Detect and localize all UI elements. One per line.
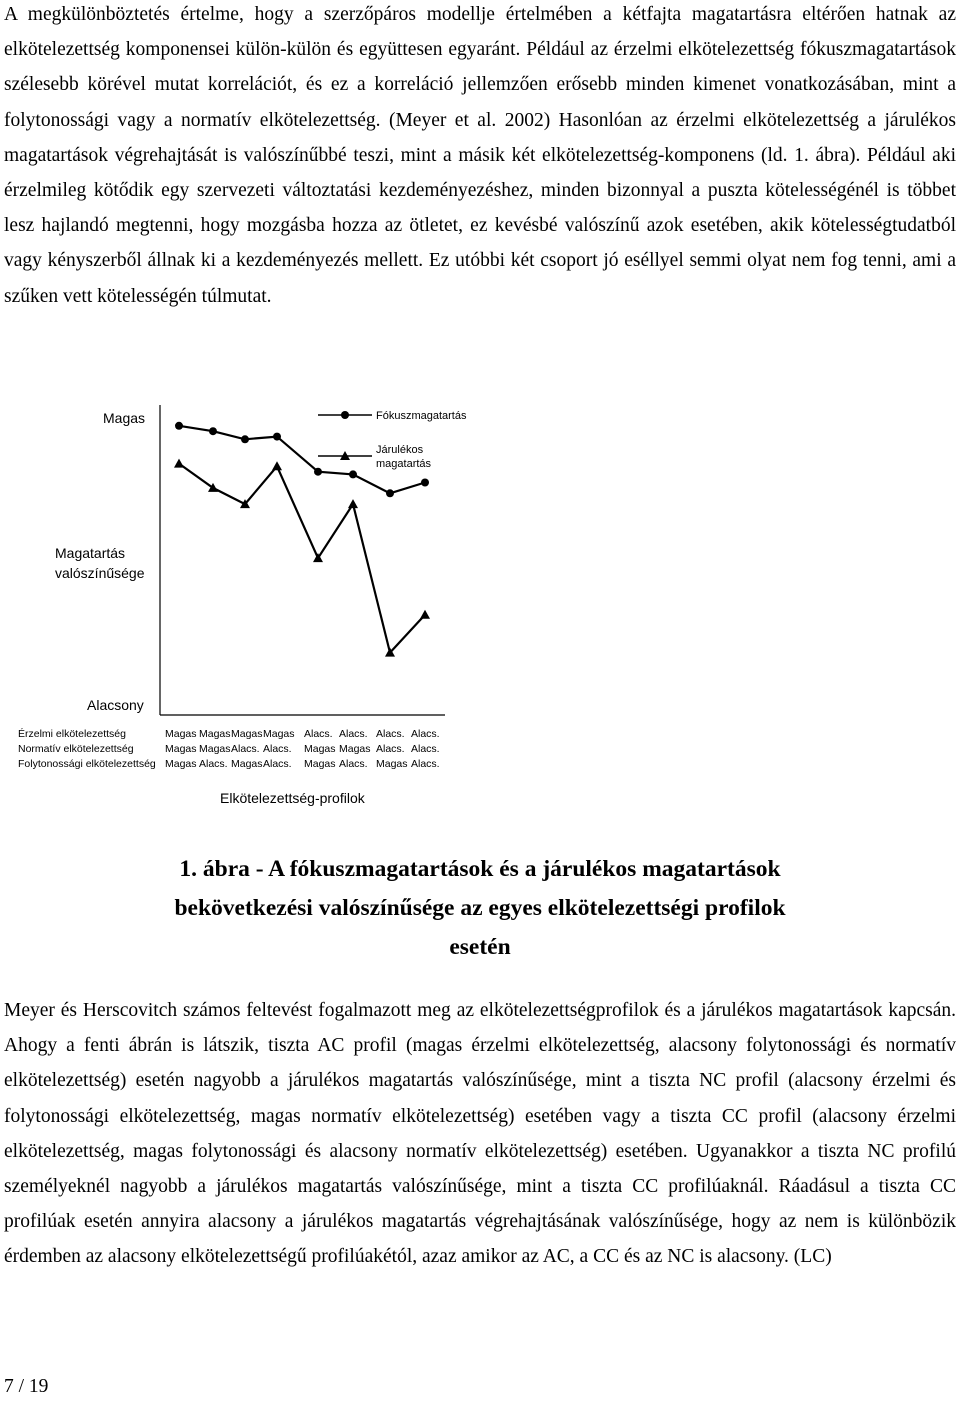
profile-cell: Alacs. — [199, 758, 228, 770]
legend-extra-label-line2: magatartás — [376, 458, 432, 470]
row-label-normative: Normatív elkötelezettség — [18, 743, 134, 755]
focus-point-4 — [273, 433, 281, 441]
profile-cell: Magas — [304, 758, 336, 770]
profile-cell: Magas — [304, 743, 336, 755]
profile-cell: Alacs. — [411, 743, 440, 755]
focus-point-2 — [209, 427, 217, 435]
figure-chart — [0, 395, 960, 815]
profile-cell: Magas — [263, 728, 295, 740]
profile-table — [165, 728, 440, 770]
profile-cell: Magas — [199, 728, 231, 740]
legend-extra-label-line1: Járulékos — [376, 444, 424, 456]
focus-point-8 — [421, 479, 429, 487]
extra-point-6 — [348, 499, 358, 508]
profile-cell: Alacs. — [263, 758, 292, 770]
row-label-affective: Érzelmi elkötelezettség — [18, 728, 126, 740]
page-number: 7 / 19 — [4, 1376, 49, 1397]
profile-cell: Alacs. — [304, 728, 333, 740]
profile-cell: Alacs. — [411, 758, 440, 770]
profile-cell: Magas — [231, 758, 263, 770]
profile-cell: Alacs. — [376, 743, 405, 755]
profile-cell: Magas — [339, 743, 371, 755]
profile-cell: Alacs. — [263, 743, 292, 755]
profile-cell: Alacs. — [411, 728, 440, 740]
figure-caption — [60, 850, 900, 967]
focus-point-1 — [175, 422, 183, 430]
extra-point-1 — [174, 459, 184, 468]
y-axis-title-line1: Magatartás — [55, 545, 126, 561]
focus-point-5 — [314, 468, 322, 476]
profile-cell: Alacs. — [339, 758, 368, 770]
legend — [318, 410, 467, 470]
profile-cell: Alacs. — [376, 728, 405, 740]
focus-point-6 — [349, 470, 357, 478]
profile-cell: Magas — [165, 743, 197, 755]
body-paragraph-2: Meyer és Herscovitch számos feltevést fogalmazott meg az elkötelezettségprofilok és a járulékos magatartások kapcsán. Ahogy a fenti ábrán is látszik, tiszta AC profil (magas érzelmi elkötelezettség, alacsony folytonossági és normatív elkötelezettség) esetén nagyobb a járulékos magatartás valószínűsége, mint a tiszta NC profil (alacsony érzelmi és folytonossági elkötelezettség, magas normatív elkötelezettség) esetében vagy a tiszta CC profil (alacsony érzelmi elkötelezettség, magas folytonossági és alacsony normatív elkötelezettség) esetében. Ugyanakkor a tiszta NC profilú személyeknél nagyobb a járulékos magatartás valószínűsége, mint a tiszta CC profilúaknál. Ráadásul a tiszta CC profilúak esetén annyira alacsony a járulékos magatartás végrehajtásának valószínűsége, hogy az nem is különbözik érdemben az alacsony elkötelezettségű profilúakétól, azaz amikor az AC, a CC és az NC is alacsony. (LC) — [4, 1000, 956, 1268]
focus-point-7 — [386, 489, 394, 497]
caption-line-1: 1. ábra - A fókuszmagatartások és a járulékos magatartások — [179, 856, 781, 882]
profile-cell: Magas — [199, 743, 231, 755]
x-axis-title: Elkötelezettség-profilok — [220, 790, 365, 806]
legend-focus-marker — [341, 411, 349, 419]
extra-point-8 — [420, 610, 430, 619]
y-low-label: Alacsony — [87, 697, 144, 713]
extra-point-4 — [272, 461, 282, 470]
body-paragraph-1: A megkülönböztetés értelme, hogy a szerzőpáros modellje értelmében a kétfajta magatartásra eltérően hatnak az elkötelezettség komponensei külön-külön és együttesen egyaránt. Például az érzelmi elkötelezettség fókuszmagatartások szélesebb körével mutat korrelációt, és ez a korreláció jellemzően erősebb minden kimenet vonatkozásában, mint a folytonossági vagy a normatív elkötelezettség. (Meyer et al. 2002) Hasonlóan az érzelmi elkötelezettség a járulékos magatartások végrehajtását is valószínűbbé teszi, mint a másik két elkötelezettség-komponens (ld. 1. ábra). Például aki érzelmileg kötődik egy szervezeti változtatási kezdeményezéshez, minden bizonnyal a puszta kötelességénél is többet lesz hajlandó megtenni, hogy mozgásba hozza az ötletet, ez kevésbé valószínű azok esetében, akik kötelességtudatból vagy kényszerből állnak ki a kezdeményezés mellett. Ez utóbbi két csoport jó eséllyel semmi olyat nem fog tenni, ami a szűken vett kötelességén túlmutat. — [4, 4, 956, 307]
profile-cell: Magas — [165, 728, 197, 740]
y-axis-title-line2: valószínűsége — [55, 565, 145, 581]
profile-cell: Magas — [165, 758, 197, 770]
profile-cell: Alacs. — [339, 728, 368, 740]
caption-line-2: bekövetkezési valószínűsége az egyes elkötelezettségi profilok — [174, 895, 786, 921]
focus-point-3 — [241, 435, 249, 443]
caption-line-3: esetén — [449, 934, 511, 960]
profile-cell: Magas — [376, 758, 408, 770]
legend-focus-label: Fókuszmagatartás — [376, 410, 467, 422]
profile-cell: Alacs. — [231, 743, 260, 755]
y-high-label: Magas — [103, 410, 146, 426]
row-label-continuance: Folytonossági elkötelezettség — [18, 758, 156, 770]
profile-cell: Magas — [231, 728, 263, 740]
